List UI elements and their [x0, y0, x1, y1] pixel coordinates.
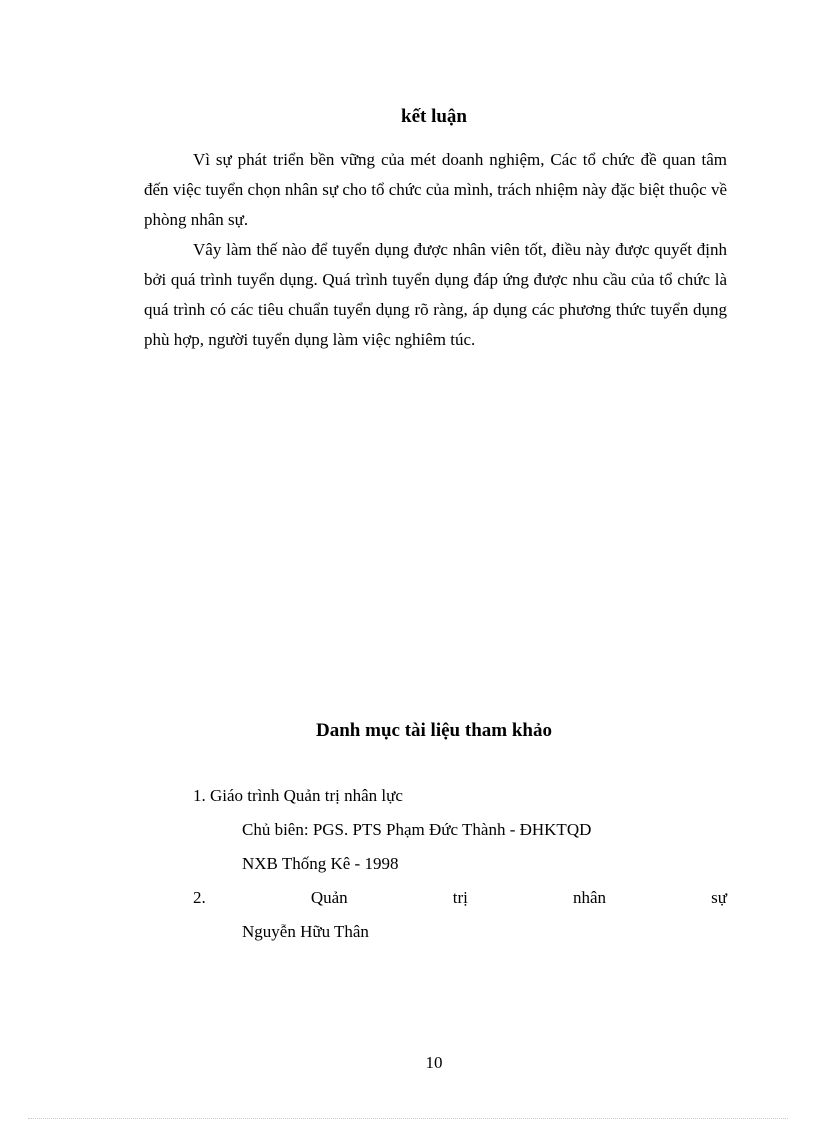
page-bottom-border — [28, 1118, 788, 1119]
references-title: Danh mục tài liệu tham khảo — [316, 720, 552, 741]
conclusion-paragraph-1: Vì sự phát triển bền vững của mét doanh nghiệm, Các tổ chức đề quan tâm đến việc tuyển chọn nhân sự cho tổ chức của mình, trách nhiệm này đặc biệt thuộc về phòng nhân sự. — [144, 150, 727, 229]
reference-2-word: sự — [711, 888, 727, 907]
conclusion-paragraph-2: Vây làm thế nào để tuyển dụng được nhân viên tốt, điều này được quyết định bởi quá trình tuyển dụng. Quá trình tuyển dụng đáp ứng được nhu cầu của tổ chức là quá trình có các tiêu chuẩn tuyển dụng rõ ràng, áp dụng các phương thức tuyển dụng phù hợp, người tuyển dụng làm việc nghiêm túc. — [144, 240, 727, 349]
reference-1-title: 1. Giáo trình Quản trị nhân lực — [193, 786, 403, 805]
references-list — [193, 782, 727, 952]
reference-2-word: Quản — [310, 888, 348, 907]
reference-2-title — [193, 884, 727, 918]
reference-2-author: Nguyễn Hữu Thân — [242, 922, 369, 941]
page-number: 10 — [425, 1053, 443, 1072]
reference-2-word: nhân — [572, 888, 607, 907]
reference-2-number: 2. — [193, 888, 206, 907]
reference-1-publisher: NXB Thống Kê - 1998 — [242, 854, 399, 873]
conclusion-title: kết luận — [401, 106, 467, 127]
reference-2-word: trị — [452, 888, 468, 907]
reference-1-editor: Chủ biên: PGS. PTS Phạm Đức Thành - ĐHKTQD — [242, 820, 592, 839]
